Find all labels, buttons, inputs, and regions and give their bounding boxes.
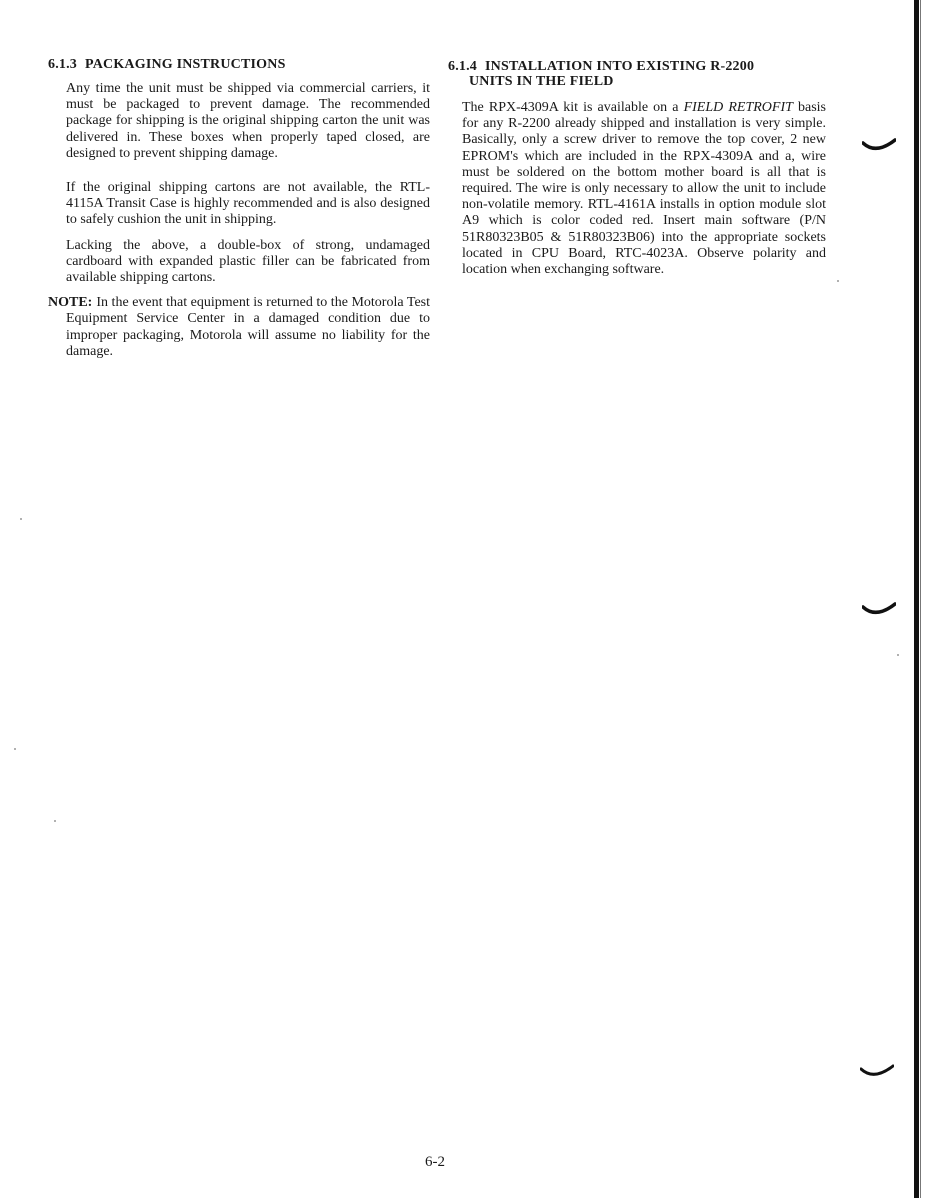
check-mark-icon: [862, 602, 896, 618]
section-title-line-2: UNITS IN THE FIELD: [469, 74, 614, 89]
section-title-line-1: INSTALLATION INTO EXISTING R-2200: [485, 59, 755, 74]
section-title: PACKAGING INSTRUCTIONS: [85, 57, 286, 72]
section-number: 6.1.4: [448, 59, 477, 74]
section-number: 6.1.3: [48, 57, 77, 72]
scan-speck: [897, 654, 899, 656]
note-text: In the event that equipment is returned to the Motorola Test Equipment Service Center in a damaged condition due to improper packaging, Motorola will assume no liability for the damage.: [66, 295, 430, 359]
installation-emphasis: FIELD RETROFIT: [683, 100, 793, 115]
scan-speck: [14, 748, 16, 750]
right-column: [448, 59, 826, 292]
note-paragraph: [48, 295, 430, 360]
check-mark-icon: [862, 138, 896, 154]
section-heading-installation: [448, 59, 826, 89]
packaging-paragraph-1: Any time the unit must be shipped via commercial carriers, it must be packaged to prevent damage. The recommended package for shipping is the original shipping carton the unit was delivered in. These boxes when properly taped closed, are designed to prevent shipping damage.: [66, 81, 430, 161]
page-number: 6-2: [425, 1154, 445, 1170]
packaging-paragraph-3: Lacking the above, a double-box of strong, undamaged cardboard with expanded plastic filler can be fabricated from available shipping cartons.: [66, 237, 430, 286]
left-column: [48, 57, 430, 374]
installation-text-start: The RPX-4309A kit is available on a: [462, 100, 684, 115]
installation-paragraph: [448, 100, 826, 278]
section-heading-packaging: [48, 57, 430, 72]
binder-edge-line: [920, 0, 921, 1198]
packaging-paragraph-2: If the original shipping cartons are not available, the RTL-4115A Transit Case is highly recommended and is also designed to safely cushion the unit in shipping.: [66, 180, 430, 228]
scan-speck: [837, 280, 839, 282]
installation-text-rest: basis for any R-2200 already shipped and installation is very simple. Basically, only a screw driver to remove the top cover, 2 new EPROM's which are included in the RPX-4309A and a, wire must be soldered on the bottom mother board is all that is required. The wire is only necessary to allow the unit to include non-volatile memory. RTL-4161A installs in option module slot A9 which is color coded red. Insert main software (P/N 51R80323B05 & 51R80323B06) into the appropriate sockets located in CPU Board, RTC-4023A. Observe polarity and location when exchanging software.: [462, 100, 827, 278]
scan-speck: [20, 518, 22, 520]
scan-speck: [54, 820, 56, 822]
packaging-body: [48, 81, 430, 286]
check-mark-icon: [860, 1064, 894, 1080]
note-label: NOTE:: [48, 295, 93, 311]
binder-edge: [914, 0, 919, 1198]
